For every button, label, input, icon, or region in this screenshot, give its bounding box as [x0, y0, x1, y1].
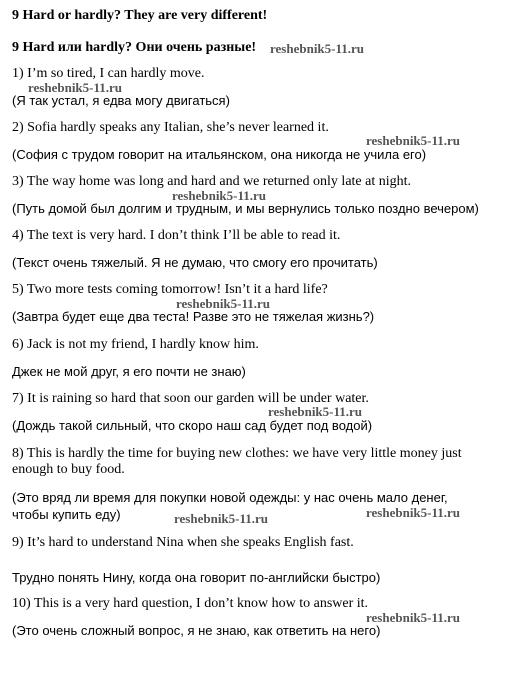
watermark: reshebnik5-11.ru [270, 41, 365, 56]
watermark: reshebnik5-11.ru [366, 505, 461, 520]
item-6-russian: Джек не мой друг, я его почти не знаю) [12, 364, 246, 379]
watermark: reshebnik5-11.ru [28, 80, 123, 95]
item-5-russian: (Завтра будет еще два теста! Разве это не тяжелая жизнь?) [12, 309, 375, 324]
watermark: reshebnik5-11.ru [366, 610, 461, 625]
item-6-english: 6) Jack is not my friend, I hardly know him. [12, 337, 259, 352]
item-10-russian: (Это очень сложный вопрос, я не знаю, как ответить на него) [12, 623, 381, 638]
page-subtitle: 9 Hard или hardly? Они очень разные! [12, 40, 257, 55]
item-8-russian-line-2: чтобы купить еду) [12, 507, 121, 522]
item-7-russian: (Дождь такой сильный, что скоро наш сад будет под водой) [12, 418, 373, 433]
item-4-english: 4) The text is very hard. I don’t think I’ll be able to read it. [12, 228, 341, 243]
watermark: reshebnik5-11.ru [174, 511, 269, 526]
item-2-english: 2) Sofia hardly speaks any Italian, she’s never learned it. [12, 120, 329, 135]
item-2-russian: (София с трудом говорит на итальянском, она никогда не учила его) [12, 147, 427, 162]
watermark: reshebnik5-11.ru [268, 404, 363, 419]
page-title: 9 Hard or hardly? They are very different! [12, 8, 268, 23]
watermark: reshebnik5-11.ru [172, 188, 267, 203]
item-1-english: 1) I’m so tired, I can hardly move. [12, 66, 205, 81]
item-9-russian: Трудно понять Нину, когда она говорит по-английски быстро) [12, 570, 381, 585]
item-3-english: 3) The way home was long and hard and we returned only late at night. [12, 174, 412, 189]
item-8-english-line-1: 8) This is hardly the time for buying new clothes: we have very little money just [12, 446, 462, 461]
item-3-russian: (Путь домой был долгим и трудным, и мы вернулись только поздно вечером) [12, 201, 479, 216]
watermark: reshebnik5-11.ru [176, 296, 271, 311]
item-7-english: 7) It is raining so hard that soon our garden will be under water. [12, 391, 369, 406]
item-9-english: 9) It’s hard to understand Nina when she speaks English fast. [12, 535, 354, 550]
item-4-russian: (Текст очень тяжелый. Я не думаю, что смогу его прочитать) [12, 255, 378, 270]
item-8-english-line-2: enough to buy food. [12, 462, 125, 477]
item-1-russian: (Я так устал, я едва могу двигаться) [12, 93, 230, 108]
item-5-english: 5) Two more tests coming tomorrow! Isn’t it a hard life? [12, 282, 328, 297]
item-8-russian-line-1: (Это вряд ли время для покупки новой одежды: у нас очень мало денег, [12, 490, 448, 505]
item-10-english: 10) This is a very hard question, I don’t know how to answer it. [12, 596, 369, 611]
watermark: reshebnik5-11.ru [366, 133, 461, 148]
